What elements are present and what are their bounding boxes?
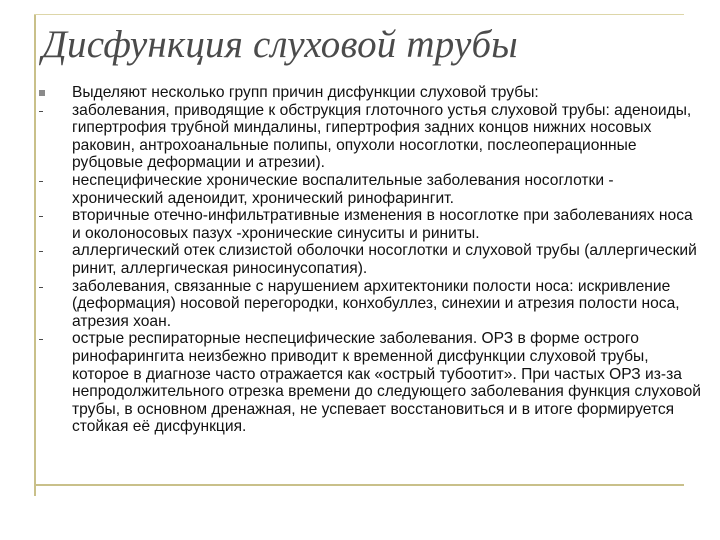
intro-item	[36, 84, 704, 102]
intro-text: Выделяют несколько групп причин дисфункции слуховой трубы:	[72, 84, 539, 101]
decorative-frame-top-line	[34, 14, 684, 15]
dash-bullet-icon	[36, 278, 66, 295]
dash-bullet-icon	[36, 172, 66, 189]
square-bullet-icon	[36, 84, 66, 101]
cause-text-1: заболевания, приводящие к обструкция глоточного устья слуховой трубы: аденоиды, гипертрофия трубной миндалины, гипертрофия задних концов нижних носовых раковин, антрохоанальные полипы, опухоли носоглотки, послеоперационные рубцовые деформации и атрезии).	[72, 101, 692, 172]
cause-text-4: аллергический отек слизистой оболочки носоглотки и слуховой трубы (аллергический ринит, аллергическая риносинусопатия).	[72, 242, 697, 277]
cause-item-5	[36, 278, 704, 331]
cause-item-1	[36, 102, 704, 172]
slide-body	[36, 84, 704, 436]
cause-text-2: неспецифические хронические воспалительные заболевания носоглотки - хронический аденоидит, хронический ринофарингит.	[72, 171, 614, 207]
cause-text-6: острые респираторные неспецифические заболевания. ОРЗ в форме острого ринофарингита неизбежно приводит к временной дисфункции слуховой трубы, которое в диагнозе часто отражается как «острый тубоотит». При частых ОРЗ из-за непродолжительного отрезка времени до следующего заболевания функция слуховой трубы, в основном дренажная, не успевает восстановиться и в итоге формируется стойкая её дисфункция.	[72, 330, 701, 436]
decorative-frame-bottom-line	[34, 484, 684, 486]
cause-text-5: заболевания, связанные с нарушением архитектоники полости носа: искривление (деформация) носовой перегородки, конхобуллез, синехии и атрезия полости носа, атрезия хоан.	[72, 277, 680, 330]
dash-bullet-icon	[36, 102, 66, 119]
cause-item-3	[36, 207, 704, 242]
cause-item-4	[36, 242, 704, 277]
dash-bullet-icon	[36, 242, 66, 259]
cause-text-3: вторичные отечно-инфильтративные изменения в носоглотке при заболеваниях носа и околоносовых пазух -хронические синуситы и риниты.	[72, 207, 693, 242]
dash-bullet-icon	[36, 330, 66, 347]
cause-item-2	[36, 172, 704, 207]
slide-title: Дисфункция слуховой трубы	[42, 23, 518, 66]
dash-bullet-icon	[36, 207, 66, 224]
cause-item-6	[36, 330, 704, 436]
